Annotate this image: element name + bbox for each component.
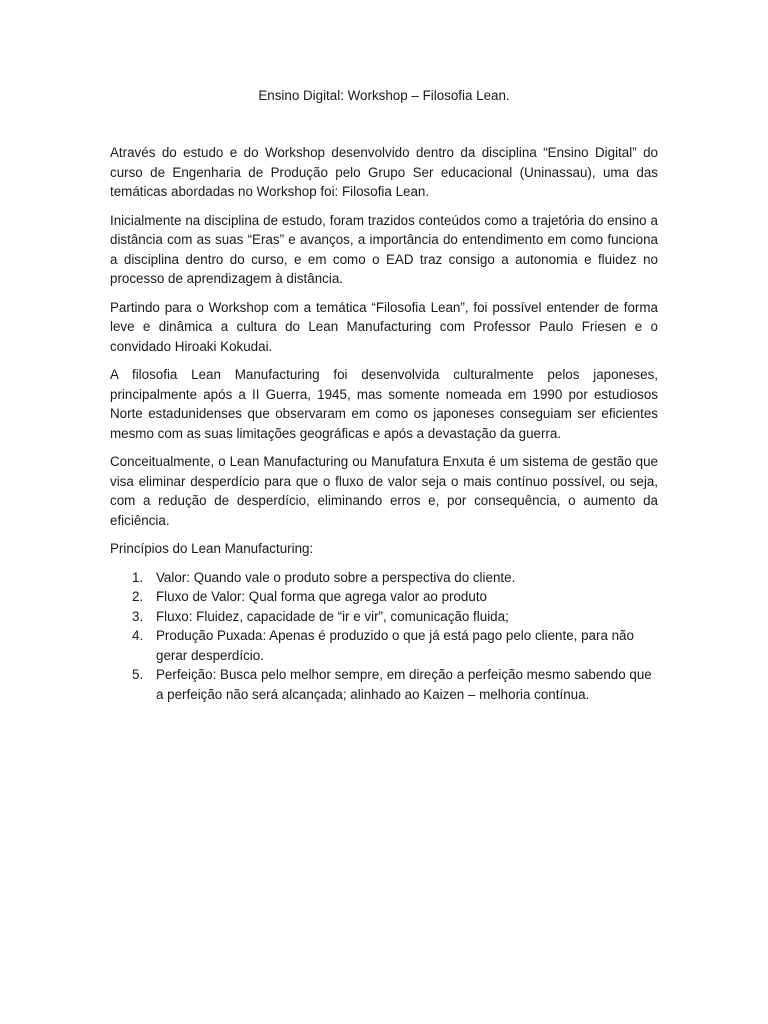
principles-list xyxy=(110,568,658,705)
paragraph-discipline: Inicialmente na disciplina de estudo, foram trazidos conteúdos como a trajetória do ensino a distância com as suas “Eras” e avanços, a importância do entendimento em como funciona a disciplina dentro do curso, e em como o EAD traz consigo a autonomia e fluidez no processo de aprendizagem à distância. xyxy=(110,212,658,286)
list-item-number: 4. xyxy=(132,628,144,643)
list-item-text: Produção Puxada: Apenas é produzido o que já está pago pelo cliente, para não gerar desperdício. xyxy=(156,628,634,663)
list-item-number: 3. xyxy=(132,608,144,624)
document-title: Ensino Digital: Workshop – Filosofia Lean. xyxy=(258,88,510,103)
list-item-text: Fluxo: Fluidez, capacidade de “ir e vir”, comunicação fluida; xyxy=(156,608,509,624)
list-item-number: 1. xyxy=(132,569,144,585)
paragraph-concept: Conceitualmente, o Lean Manufacturing ou Manufatura Enxuta é um sistema de gestão que visa eliminar desperdício para que o fluxo de valor seja o mais contínuo possível, ou seja, com a redução de desperdício, eliminando erros e, por consequência, o aumento da eficiência. xyxy=(110,454,658,528)
list-item-number: 5. xyxy=(132,667,144,682)
paragraph-workshop: Partindo para o Workshop com a temática “Filosofia Lean”, foi possível entender de forma leve e dinâmica a cultura do Lean Manufacturing com Professor Paulo Friesen e o convidado Hiroaki Kokudai. xyxy=(110,299,658,354)
principles-heading: Princípios do Lean Manufacturing: xyxy=(110,541,314,556)
list-item xyxy=(132,607,658,627)
list-item-number: 2. xyxy=(132,589,144,604)
document-body xyxy=(110,143,658,704)
list-item xyxy=(132,626,658,665)
list-item-text: Valor: Quando vale o produto sobre a perspectiva do cliente. xyxy=(156,569,516,585)
paragraph-history: A filosofia Lean Manufacturing foi desenvolvida culturalmente pelos japoneses, principalmente após a II Guerra, 1945, mas somente nomeada em 1990 por estudiosos Norte estadunidenses que observaram em como os japoneses conseguiam ser eficientes mesmo com as suas limitações geográficas e após a devastação da guerra. xyxy=(110,367,658,441)
list-item-text: Fluxo de Valor: Qual forma que agrega valor ao produto xyxy=(156,589,487,604)
list-item xyxy=(132,568,658,588)
list-item-text: Perfeição: Busca pelo melhor sempre, em direção a perfeição mesmo sabendo que a perfeição não será alcançada; alinhado ao Kaizen – melhoria contínua. xyxy=(156,667,652,702)
list-item xyxy=(132,587,658,607)
paragraph-intro: Através do estudo e do Workshop desenvolvido dentro da disciplina “Ensino Digital” do curso de Engenharia de Produção pelo Grupo Ser educacional (Uninassau), uma das temáticas abordadas no Workshop foi: Filosofia Lean. xyxy=(110,145,658,199)
list-item xyxy=(132,665,658,704)
